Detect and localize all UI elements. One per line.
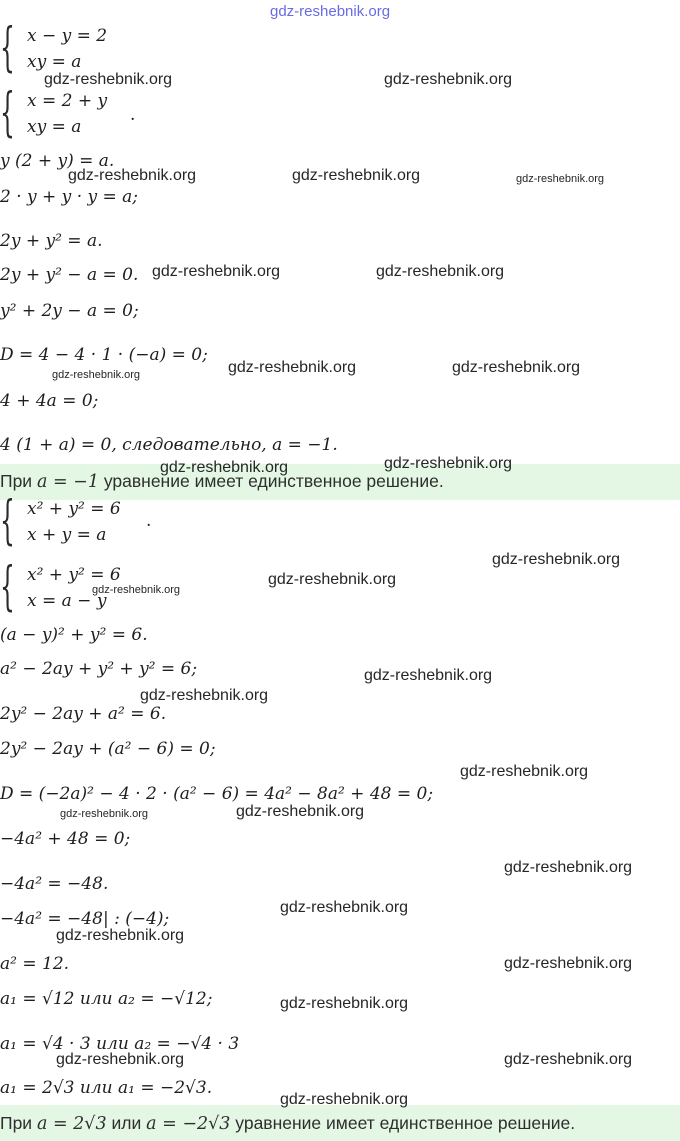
answer-value-2: a = −2√3 (146, 1114, 231, 1134)
equation-line: 2y² − 2ay + a² = 6. (0, 704, 167, 724)
system-2 (0, 83, 300, 149)
equation-line: 2 · y + y · y = a; (0, 187, 139, 207)
answer-suffix: уравнение имеет единственное решение. (98, 471, 444, 491)
system-trailing-dot: . (146, 511, 152, 531)
answer-middle: или (106, 1113, 147, 1133)
answer-value: a = −1 (36, 472, 99, 492)
equation-line: a₁ = √4 · 3 или a₂ = −√4 · 3 (0, 1034, 240, 1054)
watermark: gdz-reshebnik.org (280, 1091, 409, 1108)
watermark: gdz-reshebnik.org (268, 571, 397, 588)
watermark: gdz-reshebnik.org (504, 955, 633, 972)
curly-brace-icon: { (0, 557, 15, 617)
watermark: gdz-reshebnik.org (44, 71, 173, 88)
system-row-1: x² + y² = 6 (27, 499, 121, 519)
answer-prefix: При (0, 1113, 37, 1133)
equation-line: D = 4 − 4 · 1 · (−a) = 0; (0, 345, 208, 365)
watermark: gdz-reshebnik.org (376, 263, 505, 280)
equation-line: (a − y)² + y² = 6. (0, 625, 148, 645)
watermark: gdz-reshebnik.org (160, 459, 289, 476)
equation-line: −4a² + 48 = 0; (0, 829, 131, 849)
watermark: gdz-reshebnik.org (504, 859, 633, 876)
watermark: gdz-reshebnik.org (52, 369, 141, 381)
equation-line: y (2 + y) = a. (0, 151, 115, 171)
system-row-2: xy = a (27, 52, 82, 72)
answer-prefix: При (0, 471, 37, 491)
equation-line: 2y + y² − a = 0. (0, 265, 139, 285)
equation-line: a₁ = 2√3 или a₁ = −2√3. (0, 1078, 213, 1098)
watermark: gdz-reshebnik.org (516, 173, 605, 185)
watermark: gdz-reshebnik.org (56, 1051, 185, 1068)
curly-brace-icon: { (0, 18, 15, 78)
equation-line: a² = 12. (0, 954, 70, 974)
watermark: gdz-reshebnik.org (504, 1051, 633, 1068)
watermark: gdz-reshebnik.org (228, 359, 357, 376)
watermark: gdz-reshebnik.org (280, 899, 409, 916)
curly-brace-icon: { (0, 83, 15, 143)
system-row-2: x + y = a (27, 525, 107, 545)
answer-value-1: a = 2√3 (36, 1114, 107, 1134)
system-row-2: x = a − y (27, 591, 107, 611)
system-row-1: x = 2 + y (27, 91, 108, 111)
watermark: gdz-reshebnik.org (68, 167, 197, 184)
watermark: gdz-reshebnik.org (364, 667, 493, 684)
watermark: gdz-reshebnik.org (280, 995, 409, 1012)
system-row-1: x² + y² = 6 (27, 565, 121, 585)
watermark: gdz-reshebnik.org (60, 808, 149, 820)
equation-line: 2y + y² = a. (0, 231, 103, 251)
equation-line: −4a² = −48| : (−4); (0, 909, 170, 929)
curly-brace-icon: { (0, 491, 15, 551)
watermark: gdz-reshebnik.org (452, 359, 581, 376)
equation-line: 4 + 4a = 0; (0, 391, 99, 411)
watermark: gdz-reshebnik.org (236, 803, 365, 820)
system-row-1: x − y = 2 (27, 26, 108, 46)
equation-line: D = (−2a)² − 4 · 2 · (a² − 6) = 4a² − 8a² + 48 = 0; (0, 784, 434, 804)
watermark: gdz-reshebnik.org (384, 455, 513, 472)
watermark: gdz-reshebnik.org (270, 3, 391, 20)
watermark: gdz-reshebnik.org (292, 167, 421, 184)
watermark: gdz-reshebnik.org (384, 71, 513, 88)
equation-line: a² − 2ay + y² + y² = 6; (0, 659, 198, 679)
equation-line: 2y² − 2ay + (a² − 6) = 0; (0, 739, 216, 759)
watermark: gdz-reshebnik.org (92, 584, 181, 596)
system-trailing-dot: . (130, 105, 136, 125)
equation-line: 4 (1 + a) = 0, следовательно, a = −1. (0, 435, 338, 455)
answer-suffix: уравнение имеет единственное решение. (230, 1113, 576, 1133)
answer-text (0, 1113, 575, 1134)
equation-line: a₁ = √12 или a₂ = −√12; (0, 989, 213, 1009)
system-row-2: xy = a (27, 117, 82, 137)
watermark: gdz-reshebnik.org (56, 927, 185, 944)
watermark: gdz-reshebnik.org (152, 263, 281, 280)
equation-line: y² + 2y − a = 0; (0, 301, 139, 321)
equation-line: −4a² = −48. (0, 874, 109, 894)
watermark: gdz-reshebnik.org (492, 551, 621, 568)
system-3 (0, 491, 300, 557)
watermark: gdz-reshebnik.org (140, 687, 269, 704)
watermark: gdz-reshebnik.org (460, 763, 589, 780)
